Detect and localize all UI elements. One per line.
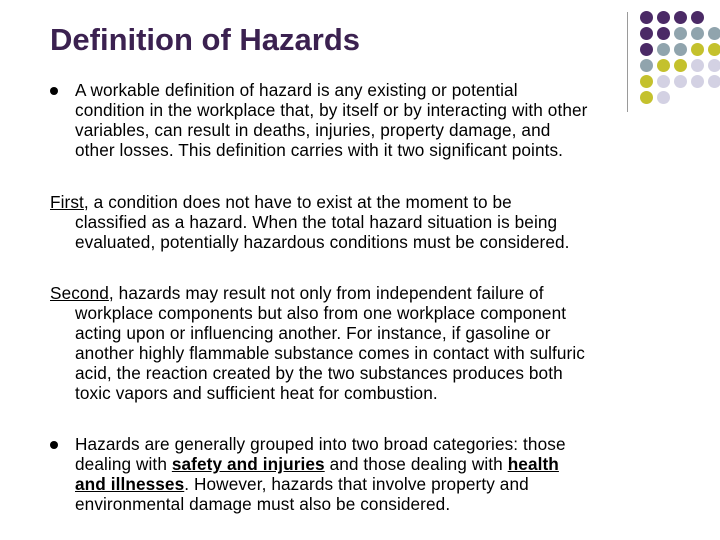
text-line: condition in the workplace that, by itself or by interacting with other	[75, 100, 588, 120]
decor-dot	[674, 59, 687, 72]
second-label: Second	[50, 283, 109, 303]
decor-dot	[657, 11, 670, 24]
text-line: Hazards are generally grouped into two broad categories: those	[75, 434, 566, 454]
decor-dot	[640, 59, 653, 72]
text-fragment: , hazards may result not only from independent failure of	[108, 283, 544, 303]
decor-dot	[708, 27, 720, 40]
text-line	[75, 474, 705, 494]
text-fragment: , a condition does not have to exist at the moment to be	[83, 192, 512, 212]
decor-dot	[674, 27, 687, 40]
bullet-marker	[50, 87, 58, 95]
decor-dot	[708, 75, 720, 88]
text-line: another highly flammable substance comes in contact with sulfuric	[75, 343, 585, 363]
decor-dot	[674, 43, 687, 56]
decor-dot	[691, 27, 704, 40]
text-line	[50, 192, 700, 212]
text-fragment: dealing with	[75, 454, 172, 474]
health-term: health	[507, 454, 559, 474]
safety-injuries-term: safety and injuries	[171, 454, 325, 474]
text-line	[50, 283, 700, 303]
text-line: evaluated, potentially hazardous conditions must be considered.	[75, 232, 570, 252]
text-fragment: . However, hazards that involve property and	[184, 474, 529, 494]
first-label: First	[50, 192, 84, 212]
text-line: acid, the reaction created by the two substances produces both	[75, 363, 563, 383]
decor-dot	[708, 43, 720, 56]
categories-paragraph	[75, 434, 705, 514]
decor-dot	[691, 43, 704, 56]
text-line: environmental damage must also be considered.	[75, 494, 451, 514]
decor-dot	[640, 43, 653, 56]
bullet-marker	[50, 441, 58, 449]
decor-dot	[708, 59, 720, 72]
text-line: A workable definition of hazard is any existing or potential	[75, 80, 518, 100]
decor-dot	[657, 27, 670, 40]
decor-dot	[640, 27, 653, 40]
decor-dot	[691, 59, 704, 72]
second-point-paragraph	[50, 283, 700, 403]
decor-dot	[657, 43, 670, 56]
illnesses-term: and illnesses	[75, 474, 185, 494]
decor-dot	[640, 11, 653, 24]
slide-title: Definition of Hazards	[50, 22, 361, 57]
decor-dot	[674, 11, 687, 24]
definition-paragraph	[75, 80, 705, 160]
decor-dot	[657, 59, 670, 72]
text-line: variables, can result in deaths, injuries, property damage, and	[75, 120, 551, 140]
text-line: workplace components but also from one workplace component	[75, 303, 567, 323]
text-line: classified as a hazard. When the total hazard situation is being	[75, 212, 558, 232]
text-fragment: and those dealing with	[324, 454, 508, 474]
text-line: toxic vapors and sufficient heat for combustion.	[75, 383, 438, 403]
decor-dot	[691, 11, 704, 24]
text-line	[75, 454, 705, 474]
text-line: acting upon or influencing another. For instance, if gasoline or	[75, 323, 551, 343]
first-point-paragraph	[50, 192, 700, 252]
text-line: other losses. This definition carries with it two significant points.	[75, 140, 564, 160]
